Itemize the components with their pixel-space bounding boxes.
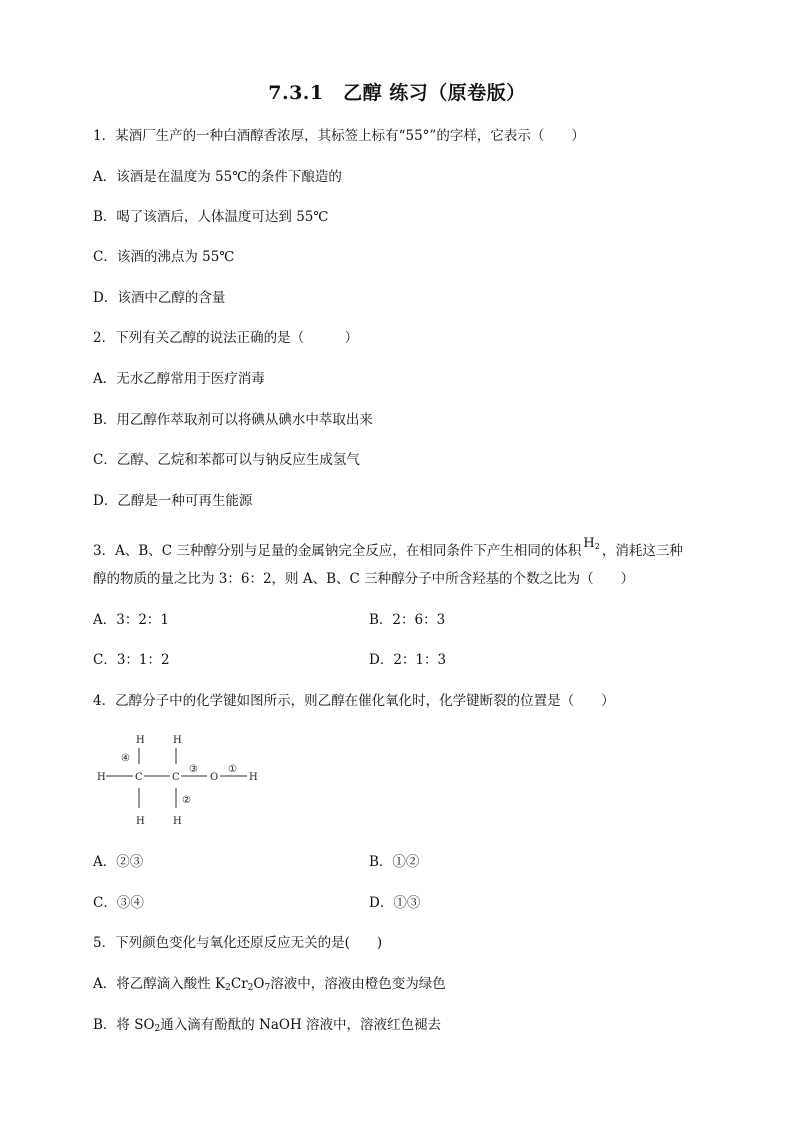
atom-h-bottom-left: H — [136, 816, 145, 827]
question-3-stem-part1: 3．A、B、C 三种醇分别与足量的金属钠完全反应，在相同条件下产生相同的体积 — [93, 543, 582, 559]
atom-h-bottom-right: H — [173, 816, 182, 827]
atom-c2: C — [172, 772, 180, 783]
question-4-option-b: B．①② — [369, 854, 420, 870]
h2-subscript: 2 — [594, 542, 600, 551]
option-a-sub-o: 7 — [264, 983, 271, 993]
h2-symbol: H — [583, 536, 595, 551]
question-2-option-c: C．乙醇、乙烷和苯都可以与钠反应生成氢气 — [93, 452, 360, 468]
question-2-option-d: D．乙醇是一种可再生能源 — [93, 493, 253, 509]
question-3-stem-line1 — [93, 536, 683, 561]
bond-label-4: ④ — [121, 753, 130, 764]
option-a-text-pre: A．将乙醇滴入酸性 K — [93, 976, 226, 992]
question-4-option-a: A．②③ — [93, 854, 144, 870]
question-1-option-a: A．该酒是在温度为 55℃的条件下酿造的 — [93, 169, 342, 185]
option-b-text-post: 通入滴有酚酞的 NaOH 溶液中，溶液红色褪去 — [160, 1017, 442, 1033]
option-b-text-pre: B．将 SO — [93, 1017, 155, 1033]
question-1-stem: 1．某酒厂生产的一种白酒醇香浓厚，其标签上标有“55°”的字样，它表示（ ） — [93, 128, 585, 144]
question-1-option-c: C．该酒的沸点为 55℃ — [93, 249, 235, 265]
question-2-stem: 2．下列有关乙醇的说法正确的是（ ） — [93, 330, 359, 346]
atom-c1: C — [135, 772, 143, 783]
bond-label-3: ③ — [189, 764, 198, 775]
question-1-option-b: B．喝了该酒后，人体温度可达到 55℃ — [93, 209, 329, 225]
question-3-option-c: C．3：1：2 — [93, 652, 170, 668]
option-a-text-post: 溶液中，溶液由橙色变为绿色 — [270, 976, 446, 992]
question-3-stem-part2: ，消耗这三种 — [601, 543, 683, 559]
atom-h-left: H — [97, 772, 106, 783]
h2-formula — [583, 535, 599, 553]
question-3-option-b: B．2：6：3 — [369, 612, 446, 628]
question-2-option-a: A．无水乙醇常用于医疗消毒 — [93, 371, 265, 387]
atom-h-top-left: H — [136, 735, 145, 746]
bond-label-1: ① — [228, 764, 237, 775]
question-4-stem: 4．乙醇分子中的化学键如图所示，则乙醇在催化氧化时，化学键断裂的位置是（ ） — [93, 693, 615, 709]
page-title: 7.3.1 乙醇 练习（原卷版） — [268, 82, 526, 104]
bond-label-2: ② — [182, 795, 191, 806]
question-5-option-b — [93, 1016, 441, 1034]
question-4-option-c: C．③④ — [93, 895, 144, 911]
atom-h-right: H — [249, 772, 258, 783]
question-4-option-d: D．①③ — [369, 895, 421, 911]
option-b-sub-so2: 2 — [154, 1024, 161, 1034]
question-3-option-d: D．2：1：3 — [369, 652, 447, 668]
ethanol-structure-diagram — [93, 730, 273, 830]
atom-o: O — [210, 772, 219, 783]
question-1-option-d: D．该酒中乙醇的含量 — [93, 290, 226, 306]
question-5-stem: 5．下列颜色变化与氧化还原反应无关的是( ) — [93, 935, 383, 951]
option-a-text-o: O — [253, 976, 265, 992]
option-a-sub-k: 2 — [225, 983, 231, 993]
option-a-sub-cr: 2 — [247, 983, 254, 993]
question-3-stem-line2: 醇的物质的量之比为 3：6：2，则 A、B、C 三种醇分子中所含羟基的个数之比为（ ） — [93, 571, 635, 587]
question-5-option-a — [93, 975, 446, 993]
atom-h-top-right: H — [173, 735, 182, 746]
question-3-option-a: A．3：2：1 — [93, 612, 170, 628]
question-2-option-b: B．用乙醇作萃取剂可以将碘从碘水中萃取出来 — [93, 412, 373, 428]
option-a-text-cr: Cr — [230, 976, 248, 992]
